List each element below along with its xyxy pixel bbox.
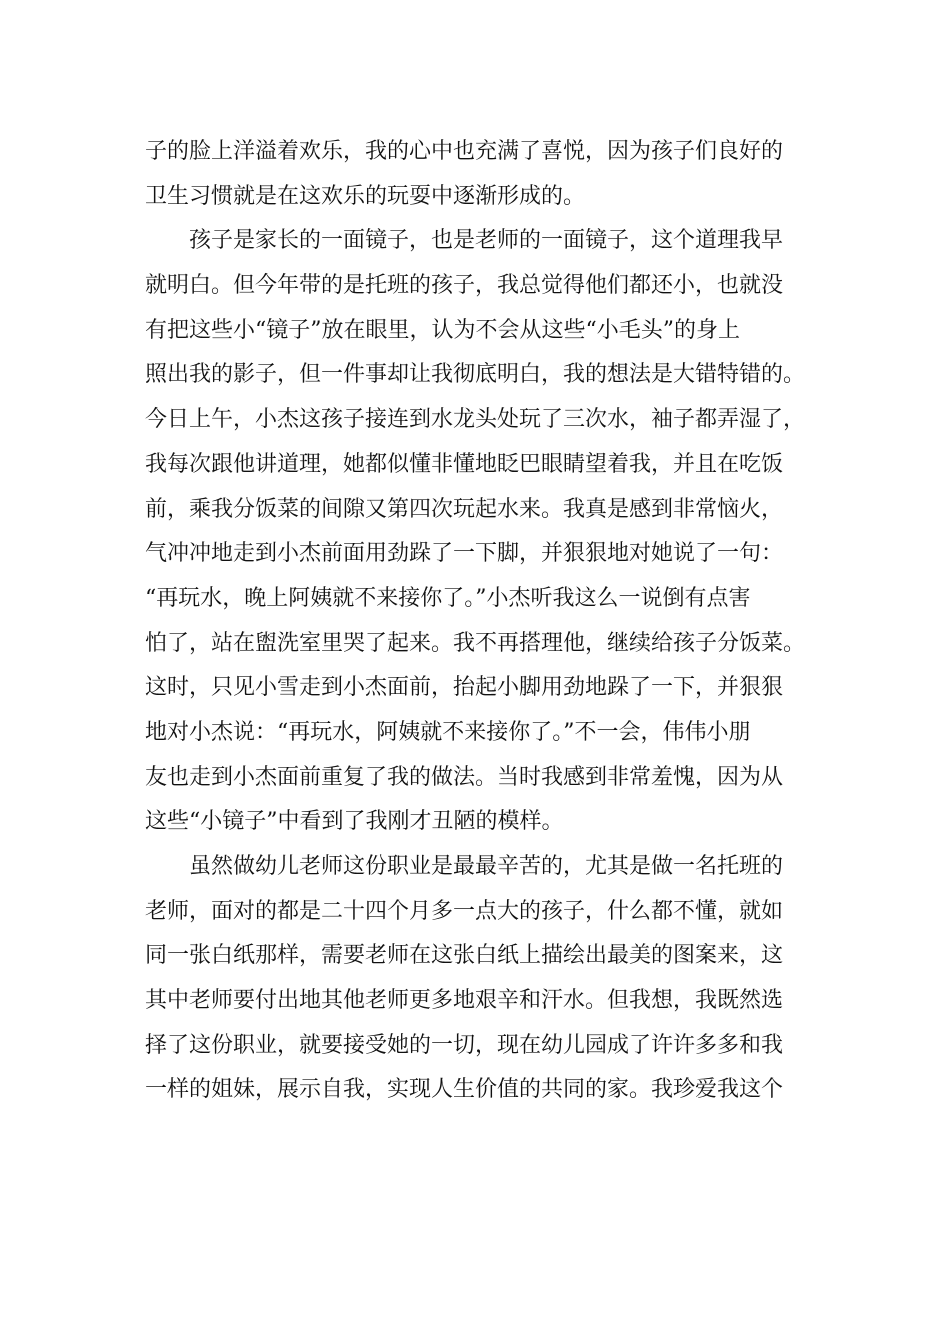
text-line: 同一张白纸那样，需要老师在这张白纸上描绘出最美的图案来，这 bbox=[145, 943, 784, 969]
text-line: 友也走到小杰面前重复了我的做法。当时我感到非常羞愧，因为从 bbox=[145, 764, 784, 790]
text-line: 今日上午，小杰这孩子接连到水龙头处玩了三次水，袖子都弄湿了， bbox=[145, 407, 806, 433]
text-line: 其中老师要付出地其他老师更多地艰辛和汗水。但我想，我既然选 bbox=[145, 988, 784, 1014]
text-line: 地对小杰说：“再玩水，阿姨就不来接你了。”不一会，伟伟小朋 bbox=[145, 719, 751, 745]
text-line: 有把这些小“镜子”放在眼里，认为不会从这些“小毛头”的身上 bbox=[145, 317, 740, 343]
text-line: 就明白。但今年带的是托班的孩子，我总觉得他们都还小，也就没 bbox=[145, 273, 784, 299]
text-line: 这时，只见小雪走到小杰面前，抬起小脚用劲地跺了一下，并狠狠 bbox=[145, 675, 784, 701]
text-line: 照出我的影子，但一件事却让我彻底明白，我的想法是大错特错的。 bbox=[145, 362, 806, 388]
text-line: 子的脸上洋溢着欢乐，我的心中也充满了喜悦，因为孩子们良好的 bbox=[145, 139, 784, 164]
paragraph-first-line: 孩子是家长的一面镜子，也是老师的一面镜子，这个道理我早 bbox=[189, 228, 784, 254]
text-line: 我每次跟他讲道理，她都似懂非懂地眨巴眼睛望着我，并且在吃饭 bbox=[145, 451, 784, 477]
text-line: 卫生习惯就是在这欢乐的玩耍中逐渐形成的。 bbox=[145, 183, 586, 209]
text-line: “再玩水，晚上阿姨就不来接你了。”小杰听我这么一说倒有点害 bbox=[145, 585, 751, 611]
body-text bbox=[145, 130, 817, 1113]
text-line: 这些“小镜子”中看到了我刚才丑陋的模样。 bbox=[145, 809, 564, 835]
text-line: 老师，面对的都是二十四个月多一点大的孩子，什么都不懂，就如 bbox=[145, 898, 784, 924]
text-line: 前，乘我分饭菜的间隙又第四次玩起水来。我真是感到非常恼火， bbox=[145, 496, 784, 522]
text-line: 一样的姐妹，展示自我，实现人生价值的共同的家。我珍爱我这个 bbox=[145, 1077, 784, 1103]
paragraph-first-line: 虽然做幼儿老师这份职业是最最辛苦的，尤其是做一名托班的 bbox=[189, 854, 784, 879]
text-line: 怕了，站在盥洗室里哭了起来。我不再搭理他，继续给孩子分饭菜。 bbox=[145, 630, 806, 656]
text-line: 气冲冲地走到小杰前面用劲跺了一下脚，并狠狠地对她说了一句： bbox=[145, 541, 784, 567]
text-line: 择了这份职业，就要接受她的一切，现在幼儿园成了许许多多和我 bbox=[145, 1032, 784, 1058]
